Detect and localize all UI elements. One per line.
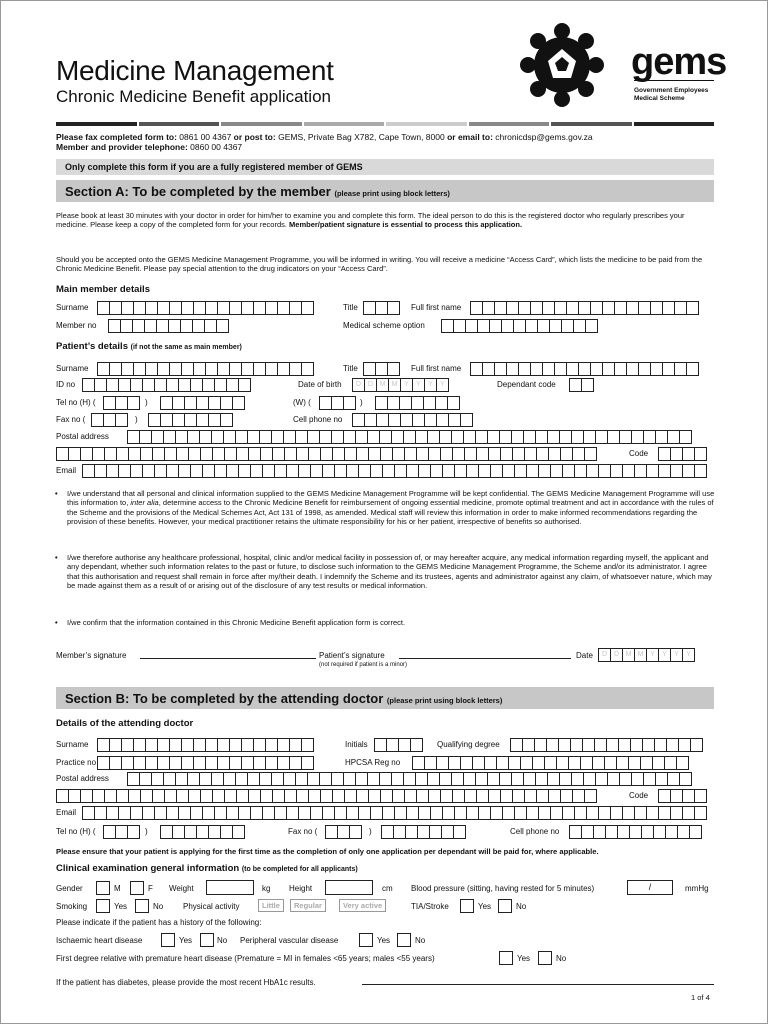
doctor-postal-label: Postal address: [56, 774, 109, 783]
bp-label: Blood pressure (sitting, having rested for 5 minutes): [411, 884, 595, 893]
char-box[interactable]: [453, 825, 466, 839]
char-box[interactable]: [694, 447, 707, 461]
char-box[interactable]: [301, 362, 314, 376]
title-label: Title: [343, 303, 358, 312]
char-box[interactable]: [679, 430, 692, 444]
char-box[interactable]: [686, 301, 699, 315]
color-bar: [469, 122, 550, 126]
surname-label: Surname: [56, 303, 89, 312]
main-member-heading: Main member details: [56, 284, 150, 295]
paren-close: ): [135, 415, 138, 424]
color-bar: [551, 122, 632, 126]
color-bar: [56, 122, 137, 126]
page-subtitle: Chronic Medicine Benefit application: [56, 87, 331, 106]
char-box[interactable]: [232, 825, 245, 839]
fax-number-boxes[interactable]: [148, 413, 232, 427]
ischaemic-label: Ischaemic heart disease: [56, 936, 143, 945]
postal-line1-boxes[interactable]: [127, 430, 691, 444]
first-degree-yes-label: Yes: [517, 954, 531, 963]
patient-title-label: Title: [343, 364, 358, 373]
doctor-code-label: Code: [629, 791, 649, 800]
ischaemic-no-checkbox[interactable]: [200, 933, 214, 947]
history-instruction: Please indicate if the patient has a history of the following:: [56, 918, 262, 927]
color-bar: [221, 122, 302, 126]
activity-little-option[interactable]: Little: [258, 899, 284, 912]
weight-label: Weight: [169, 884, 194, 893]
activity-very-active-option[interactable]: Very active: [339, 899, 386, 912]
char-box[interactable]: [689, 825, 702, 839]
first-application-notice: Please ensure that your patient is applying for the first time as the completion of only one application per dependant will be paid for, where applicable.: [56, 847, 599, 856]
color-bar: [304, 122, 385, 126]
page-number: 1 of 4: [691, 993, 710, 1002]
tel-w-code-boxes[interactable]: [319, 396, 355, 410]
char-box[interactable]: [694, 806, 707, 820]
char-box[interactable]: [387, 301, 400, 315]
section-a-intro: Please book at least 30 minutes with your doctor in order for him/her to examine you and complete this form. The ideal person to do this is the registered doctor who regularly prescribes your medicine. Please keep a copy of the completed form for your records. Member/patient signature is essential to process this application.: [56, 211, 685, 230]
member-surname-boxes[interactable]: [97, 301, 313, 315]
page-title: Medicine Management: [56, 55, 334, 86]
hpcsa-boxes[interactable]: [412, 756, 688, 770]
peripheral-label: Peripheral vascular disease: [240, 936, 339, 945]
smoking-no-checkbox[interactable]: [135, 899, 149, 913]
char-box[interactable]: D: [610, 648, 623, 662]
initials-label: Initials: [345, 740, 368, 749]
char-box[interactable]: [585, 319, 598, 333]
dob-boxes[interactable]: [352, 378, 448, 392]
gender-label: Gender: [56, 884, 83, 893]
practice-no-label: Practice no: [56, 758, 97, 767]
tia-no-checkbox[interactable]: [498, 899, 512, 913]
doctor-postal-line1-boxes[interactable]: [127, 772, 691, 786]
char-box[interactable]: [220, 413, 233, 427]
patient-signature-label: Patient’s signature: [319, 651, 385, 660]
paren-close: ): [369, 827, 372, 836]
doctor-email-label: Email: [56, 808, 77, 817]
ischaemic-yes-checkbox[interactable]: [161, 933, 175, 947]
char-box[interactable]: Y: [682, 648, 695, 662]
consent-bullet-2: • I/we therefore authorise any healthcare professional, hospital, clinic and/or medical facility in possession of, or may hereafter acquire, any medical information regarding myself, the applicant and any dependant, whether such information relates to the past or future, to disclose such information to the GEMS Medicine Management Programme, the Scheme and/or its administrator. I agree that this authorisation and request shall remain in force after my/their death. I indemnify the Scheme and its trustees, agents and administrator against any claim, of whatsoever nature, which may be made against them as a result of or arising out of the disclosure of any test results or medical information.: [55, 553, 712, 590]
full-first-name-label: Full first name: [411, 303, 462, 312]
tel-h-label: Tel no (H) (: [56, 398, 96, 407]
char-box[interactable]: [679, 772, 692, 786]
char-box[interactable]: [676, 756, 689, 770]
doctor-cell-label: Cell phone no: [510, 827, 560, 836]
first-degree-yes-checkbox[interactable]: [499, 951, 513, 965]
doctor-cell-boxes[interactable]: [569, 825, 701, 839]
height-label: Height: [289, 884, 313, 893]
tel-h-number-boxes[interactable]: [160, 396, 244, 410]
char-box[interactable]: Y: [658, 648, 671, 662]
paren-close: ): [145, 827, 148, 836]
char-box[interactable]: D: [364, 378, 377, 392]
doctor-fax-label: Fax no (: [288, 827, 318, 836]
doctor-tel-number-boxes[interactable]: [160, 825, 244, 839]
char-box[interactable]: [690, 738, 703, 752]
char-box[interactable]: [301, 738, 314, 752]
tel-h-code-boxes[interactable]: [103, 396, 139, 410]
char-box[interactable]: Y: [412, 378, 425, 392]
peripheral-yes-label: Yes: [377, 936, 391, 945]
postal-line2-boxes[interactable]: [56, 447, 596, 461]
smoking-yes-label: Yes: [114, 902, 128, 911]
doctor-email-boxes[interactable]: [82, 806, 706, 820]
doctor-surname-label: Surname: [56, 740, 89, 749]
char-box[interactable]: [216, 319, 229, 333]
char-box[interactable]: [447, 396, 460, 410]
patient-details-heading: Patient’s details (if not the same as main member): [56, 341, 242, 352]
section-b-header: Section B: To be completed by the attending doctor (please print using block letters): [56, 687, 714, 709]
doctor-surname-boxes[interactable]: [97, 738, 313, 752]
id-no-boxes[interactable]: [82, 378, 250, 392]
char-box[interactable]: [581, 378, 594, 392]
peripheral-yes-checkbox[interactable]: [359, 933, 373, 947]
char-box[interactable]: Y: [670, 648, 683, 662]
hba1c-line[interactable]: [362, 975, 714, 985]
mmhg-label: mmHg: [685, 884, 709, 893]
char-box[interactable]: [115, 413, 128, 427]
doctor-tel-label: Tel no (H) (: [56, 827, 96, 836]
practice-no-boxes[interactable]: [97, 756, 313, 770]
fax-code-boxes[interactable]: [91, 413, 127, 427]
color-bar: [139, 122, 220, 126]
postal-code-boxes[interactable]: [658, 447, 706, 461]
char-box[interactable]: [387, 362, 400, 376]
member-title-boxes[interactable]: [363, 301, 399, 315]
logo-subtext: Government Employees Medical Scheme: [634, 87, 709, 102]
gender-m-label: M: [114, 884, 121, 893]
smoking-yes-checkbox[interactable]: [96, 899, 110, 913]
doctor-fax-number-boxes[interactable]: [381, 825, 465, 839]
scheme-option-label: Medical scheme option: [343, 321, 425, 330]
email-label: Email: [56, 466, 77, 475]
qualifying-degree-label: Qualifying degree: [437, 740, 500, 749]
peripheral-no-checkbox[interactable]: [397, 933, 411, 947]
bp-input[interactable]: /: [627, 880, 673, 895]
ischaemic-no-label: No: [217, 936, 228, 945]
cell-label: Cell phone no: [293, 415, 343, 424]
signature-date-boxes[interactable]: [598, 648, 694, 662]
char-box[interactable]: [232, 396, 245, 410]
kg-label: kg: [262, 884, 271, 893]
patient-signature-line[interactable]: [399, 649, 571, 659]
char-box[interactable]: D: [352, 378, 365, 392]
patient-first-name-label: Full first name: [411, 364, 462, 373]
char-box[interactable]: [238, 378, 251, 392]
char-box[interactable]: Y: [646, 648, 659, 662]
char-box[interactable]: [410, 738, 423, 752]
physical-activity-label: Physical activity: [183, 902, 240, 911]
activity-regular-option[interactable]: Regular: [290, 899, 326, 912]
patient-signature-note: (not required if patient is a minor): [319, 662, 408, 668]
char-box[interactable]: [584, 789, 597, 803]
section-a-header: Section A: To be completed by the member (please print using block letters): [56, 180, 714, 202]
tel-w-label: (W) (: [293, 398, 311, 407]
logo-wordmark: gems: [631, 41, 727, 83]
paren-close: ): [360, 398, 363, 407]
char-box[interactable]: Y: [424, 378, 437, 392]
registration-notice: Only complete this form if you are a fully registered member of GEMS: [56, 159, 714, 175]
doctor-fax-code-boxes[interactable]: [325, 825, 361, 839]
patient-surname-label: Surname: [56, 364, 89, 373]
tia-yes-label: Yes: [478, 902, 492, 911]
gender-m-checkbox[interactable]: [96, 881, 110, 895]
gender-f-label: F: [148, 884, 153, 893]
char-box[interactable]: [301, 756, 314, 770]
gems-logo-icon: [520, 23, 626, 107]
char-box[interactable]: [584, 447, 597, 461]
member-signature-label: Member’s signature: [56, 651, 127, 660]
email-boxes[interactable]: [82, 464, 706, 478]
contact-info: Please fax completed form to: 0861 00 4367 or post to: GEMS, Private Bag X782, Cape Town, 8000 or email to: chronicdsp@gems.gov.za Member and provider telephone: 0860 00 4367: [56, 132, 593, 152]
consent-bullet-1: • I/we understand that all personal and clinical information supplied to the GEMS Medicine Management Programme will be kept confidential. The GEMS Medicine Management Programme will use this information to, inter alia, determine access to the Chronic Medicine Benefit for reimbursement of ongoing essential medicine, promote optimal treatment and act in accordance with the rules of the Scheme and the provisions of the Medical Schemes Act, Act 131 of 1998, as amended. Medical staff will review this information in order to make informed recommendations regarding the provision of these benefits. However, your medical practitioner retains the ultimate responsibility for his or her patient, irrespective of benefits so authorised.: [55, 489, 715, 526]
char-box[interactable]: [127, 396, 140, 410]
first-degree-label: First degree relative with premature heart disease (Premature = MI in females <65 years; males <55 years): [56, 954, 435, 963]
fax-label: Fax no (: [56, 415, 86, 424]
clinical-heading: Clinical examination general information (to be completed for all applicants): [56, 863, 358, 874]
char-box[interactable]: M: [622, 648, 635, 662]
paren-close: ): [145, 398, 148, 407]
char-box[interactable]: M: [376, 378, 389, 392]
tia-stroke-label: TIA/Stroke: [411, 902, 449, 911]
color-bar: [386, 122, 467, 126]
smoking-label: Smoking: [56, 902, 88, 911]
doctor-tel-code-boxes[interactable]: [103, 825, 139, 839]
member-first-name-boxes[interactable]: [470, 301, 698, 315]
date-label: Date: [576, 651, 593, 660]
ischaemic-yes-label: Yes: [179, 936, 193, 945]
char-box[interactable]: Y: [436, 378, 449, 392]
first-degree-no-checkbox[interactable]: [538, 951, 552, 965]
doctor-postal-line2-boxes[interactable]: [56, 789, 596, 803]
member-signature-line[interactable]: [140, 649, 316, 659]
id-no-label: ID no: [56, 380, 76, 389]
color-bar: [634, 122, 715, 126]
cell-boxes[interactable]: [352, 413, 472, 427]
scheme-option-boxes[interactable]: [441, 319, 597, 333]
tia-no-label: No: [516, 902, 527, 911]
weight-input[interactable]: [206, 880, 254, 895]
dependant-code-label: Dependant code: [497, 380, 556, 389]
patient-first-name-boxes[interactable]: [470, 362, 698, 376]
char-box[interactable]: [301, 301, 314, 315]
gender-f-checkbox[interactable]: [130, 881, 144, 895]
patient-title-boxes[interactable]: [363, 362, 399, 376]
smoking-no-label: No: [153, 902, 164, 911]
char-box[interactable]: [127, 825, 140, 839]
char-box[interactable]: D: [598, 648, 611, 662]
section-a-intro-2: Should you be accepted onto the GEMS Medicine Management Programme, you will be informed in writing. You will receive a medicine “Access Card”, which lists the medicine to be paid from the Chronic Medicine Benefit. Please pay special attention to the drug indicators on your “Access Card”.: [56, 255, 703, 274]
consent-bullet-3: • I/we confirm that the information contained in this Chronic Medicine Benefit application form is correct.: [55, 618, 406, 627]
char-box[interactable]: [694, 789, 707, 803]
code-label: Code: [629, 449, 649, 458]
header-color-bars: [56, 122, 714, 126]
postal-label: Postal address: [56, 432, 109, 441]
tel-w-number-boxes[interactable]: [375, 396, 459, 410]
hpcsa-label: HPCSA Reg no: [345, 758, 401, 767]
first-degree-no-label: No: [556, 954, 567, 963]
peripheral-no-label: No: [415, 936, 426, 945]
dob-label: Date of birth: [298, 380, 342, 389]
doctor-details-heading: Details of the attending doctor: [56, 718, 194, 729]
char-box[interactable]: [694, 464, 707, 478]
char-box[interactable]: [343, 396, 356, 410]
member-no-label: Member no: [56, 321, 97, 330]
tia-yes-checkbox[interactable]: [460, 899, 474, 913]
cm-label: cm: [382, 884, 393, 893]
patient-surname-boxes[interactable]: [97, 362, 313, 376]
doctor-postal-code-boxes[interactable]: [658, 789, 706, 803]
dependant-code-boxes[interactable]: [569, 378, 593, 392]
height-input[interactable]: [325, 880, 373, 895]
diabetes-label: If the patient has diabetes, please provide the most recent HbA1c results.: [56, 978, 316, 987]
qualifying-degree-boxes[interactable]: [510, 738, 702, 752]
char-box[interactable]: M: [634, 648, 647, 662]
initials-boxes[interactable]: [374, 738, 422, 752]
char-box[interactable]: [686, 362, 699, 376]
char-box[interactable]: [349, 825, 362, 839]
member-no-boxes[interactable]: [108, 319, 228, 333]
char-box[interactable]: Y: [400, 378, 413, 392]
char-box[interactable]: [460, 413, 473, 427]
char-box[interactable]: M: [388, 378, 401, 392]
